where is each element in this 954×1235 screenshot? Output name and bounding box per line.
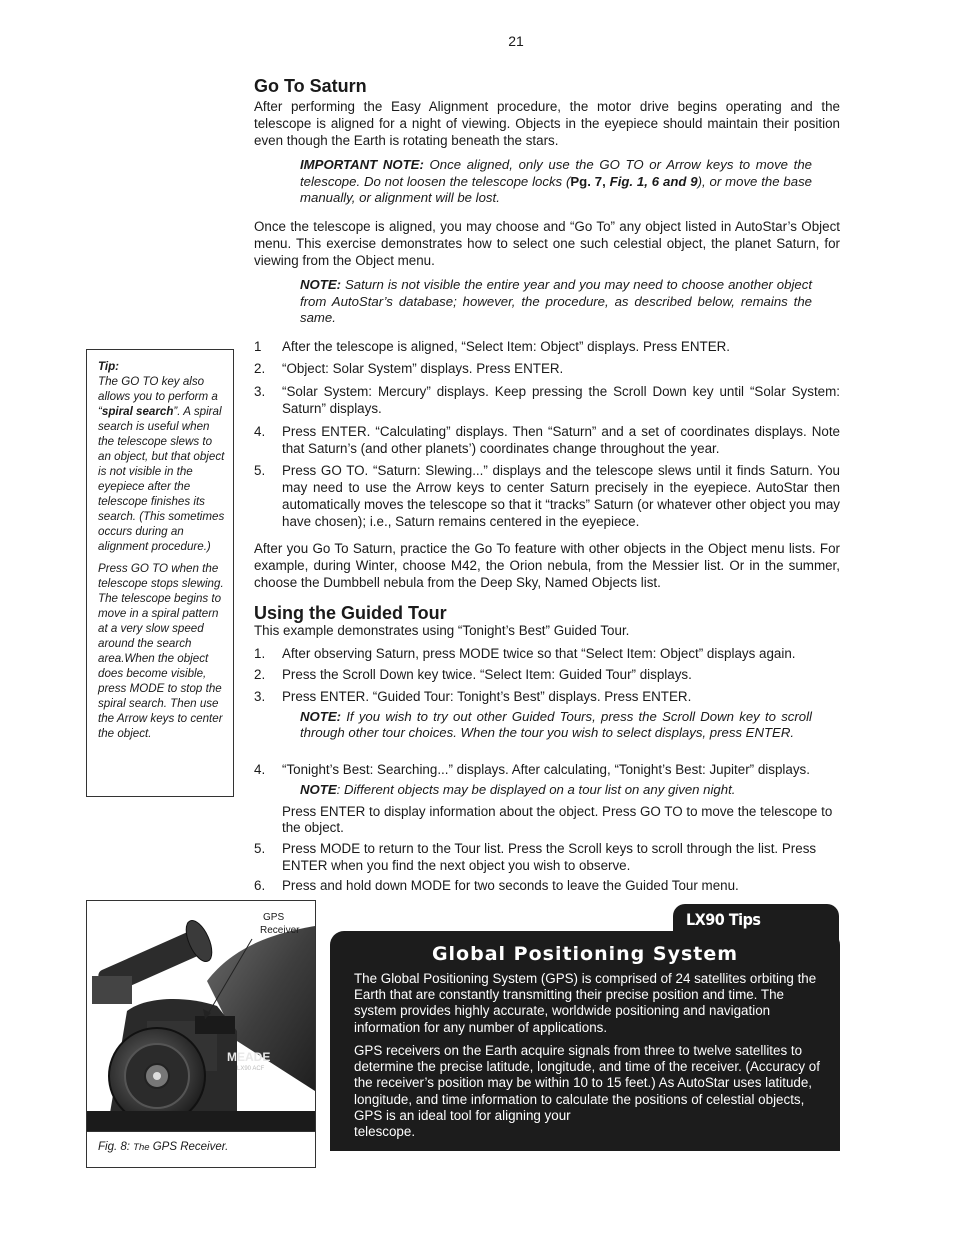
tour-note-b: NOTE: Different objects may be displayed on a tour list on any given night. — [300, 782, 736, 797]
list-item: 2. “Object: Solar System” displays. Press ENTER. — [254, 361, 564, 376]
saturn-para-2: Once the telescope is aligned, you may choose and “Go To” any object listed in AutoStar’s Object menu. This exercise demonstrates how to select one such celestial object, the planet Saturn, for viewing from the Object menu. — [254, 219, 840, 268]
tip-paragraph-2: Press GO TO when the telescope stops slewing. The telescope begins to move in a spiral pattern at a very slow speed around the search area.When the object does become visible, press MODE to stop the spiral search. Then use the Arrow keys to center the object. — [98, 562, 224, 740]
gps-box-title: Global Positioning System — [431, 943, 739, 965]
list-item: 1 After the telescope is aligned, “Select Item: Object” displays. Press ENTER. — [254, 339, 731, 354]
spiral-search-term: spiral search — [101, 405, 174, 418]
list-item: 1. After observing Saturn, press MODE twice so that “Select Item: Object” displays again. — [254, 646, 796, 661]
tip-label: Tip: — [98, 360, 120, 373]
list-item: 4. “Tonight’s Best: Searching...” displays. After calculating, “Tonight’s Best: Jupiter” displays. — [254, 762, 810, 777]
list-item: 5. Press MODE to return to the Tour list. Press the Scroll keys to scroll through the list. Press ENTER when you find the next object you wish to observe. — [254, 841, 817, 873]
tip-paragraph-1: The GO TO key also allows you to perform a “spiral search”. A spiral search is useful when the telescope slews to an object, but that object is not visible in the eyepiece after the telescope finishes its search. (This sometimes occurs during an alignment procedure.) — [98, 375, 225, 553]
tour-note-a: NOTE: If you wish to try out other Guided Tours, press the Scroll Down key to scroll through other tour choices. When the tour you wish to select displays, press ENTER. — [300, 709, 812, 740]
saturn-intro: After performing the Easy Alignment procedure, the motor drive begins operating and the telescope is aligned for a night of viewing. Objects in the eyepiece should maintain their position even though the Earth is rotating beneath the stars. — [254, 99, 840, 148]
list-item: 5. Press GO TO. “Saturn: Slewing...” displays and the telescope slews until it finds Saturn. You may need to use the Arrow keys to center Saturn precisely in the eyepiece. AutoStar then automatically moves the telescope so that it “tracks” Saturn (or whatever other object you may have chosen); i.e., Saturn remains centered in the eyepiece. — [254, 463, 840, 529]
list-item: 6. Press and hold down MODE for two seconds to leave the Guided Tour menu. — [254, 878, 739, 893]
list-item: 4. Press ENTER. “Calculating” displays. Then “Saturn” and a set of coordinates displays. Note that Saturn’s (and other planets’) coordinates change throughout the year. — [254, 424, 840, 456]
ref-figures: Fig. 1, 6 and 9 — [609, 173, 698, 189]
list-item: 3. “Solar System: Mercury” displays. Keep pressing the Scroll Down key until “Solar System: Saturn” displays. — [254, 384, 840, 416]
tour-intro: This example demonstrates using “Tonight’s Best” Guided Tour. — [254, 623, 630, 638]
lx90-tips-label: LX90 Tips — [686, 910, 761, 929]
saturn-note: NOTE: Saturn is not visible the entire year and you may need to choose another object from AutoStar’s database; however, the procedure, as described below, remains the same. — [300, 277, 812, 325]
callout-gps: GPS — [263, 912, 285, 923]
note-label: NOTE: — [300, 277, 342, 292]
tour-enter-para: Press ENTER to display information about the object. Press GO TO to move the telescope to the object. — [282, 804, 833, 835]
page-number: 21 — [508, 33, 524, 49]
figure-caption: Fig. 8: The GPS Receiver. — [98, 1141, 229, 1153]
important-note: IMPORTANT NOTE: Once aligned, only use the GO TO or Arrow keys to move the telescope. Do not loosen the telescope locks (Pg. 7, Fig. 1, 6 and 9), or move the base manually, or alignment will be lost. — [300, 157, 813, 205]
heading-guided-tour: Using the Guided Tour — [254, 603, 447, 623]
list-item: 3. Press ENTER. “Guided Tour: Tonight’s Best” displays. Press ENTER. — [254, 689, 692, 704]
callout-receiver: Receiver — [260, 925, 300, 936]
figure-gps-receiver — [86, 900, 316, 1168]
model-text: LX90 ACF — [237, 1066, 265, 1072]
important-note-label: IMPORTANT NOTE: — [300, 157, 424, 172]
telescope-photo — [87, 901, 315, 1131]
tip-box — [86, 349, 234, 797]
gps-box-paragraph-2: GPS receivers on the Earth acquire signals from three to twelve satellites to determine the precise latitude, longitude, and time of the receiver. (Accuracy of the receiver’s position may be within 10 to 15 feet.) As AutoStar uses latitude, longitude, and time information to calculate the positions of celestial objects, GPS is an ideal tool for aligning your telescope. — [354, 1043, 820, 1140]
heading-go-to-saturn: Go To Saturn — [254, 76, 367, 96]
brand-text: MEADE — [227, 1050, 271, 1064]
list-item: 2. Press the Scroll Down key twice. “Select Item: Guided Tour” displays. — [254, 667, 692, 682]
ref-page: Pg. 7 — [570, 173, 603, 189]
saturn-after: After you Go To Saturn, practice the Go To feature with other objects in the Object menu lists. For example, during Winter, choose M42, the Orion nebula, from the Messier list. Or in the summer, choose the Dumbbell nebula from the Deep Sky, Named Objects list. — [254, 541, 840, 590]
gps-box-paragraph-1: The Global Positioning System (GPS) is comprised of 24 satellites orbiting the Earth that are constantly transmitting their precise position and time. The system provides highly accurate, worldwide positioning and navigation information for any number of applications. — [354, 971, 817, 1035]
